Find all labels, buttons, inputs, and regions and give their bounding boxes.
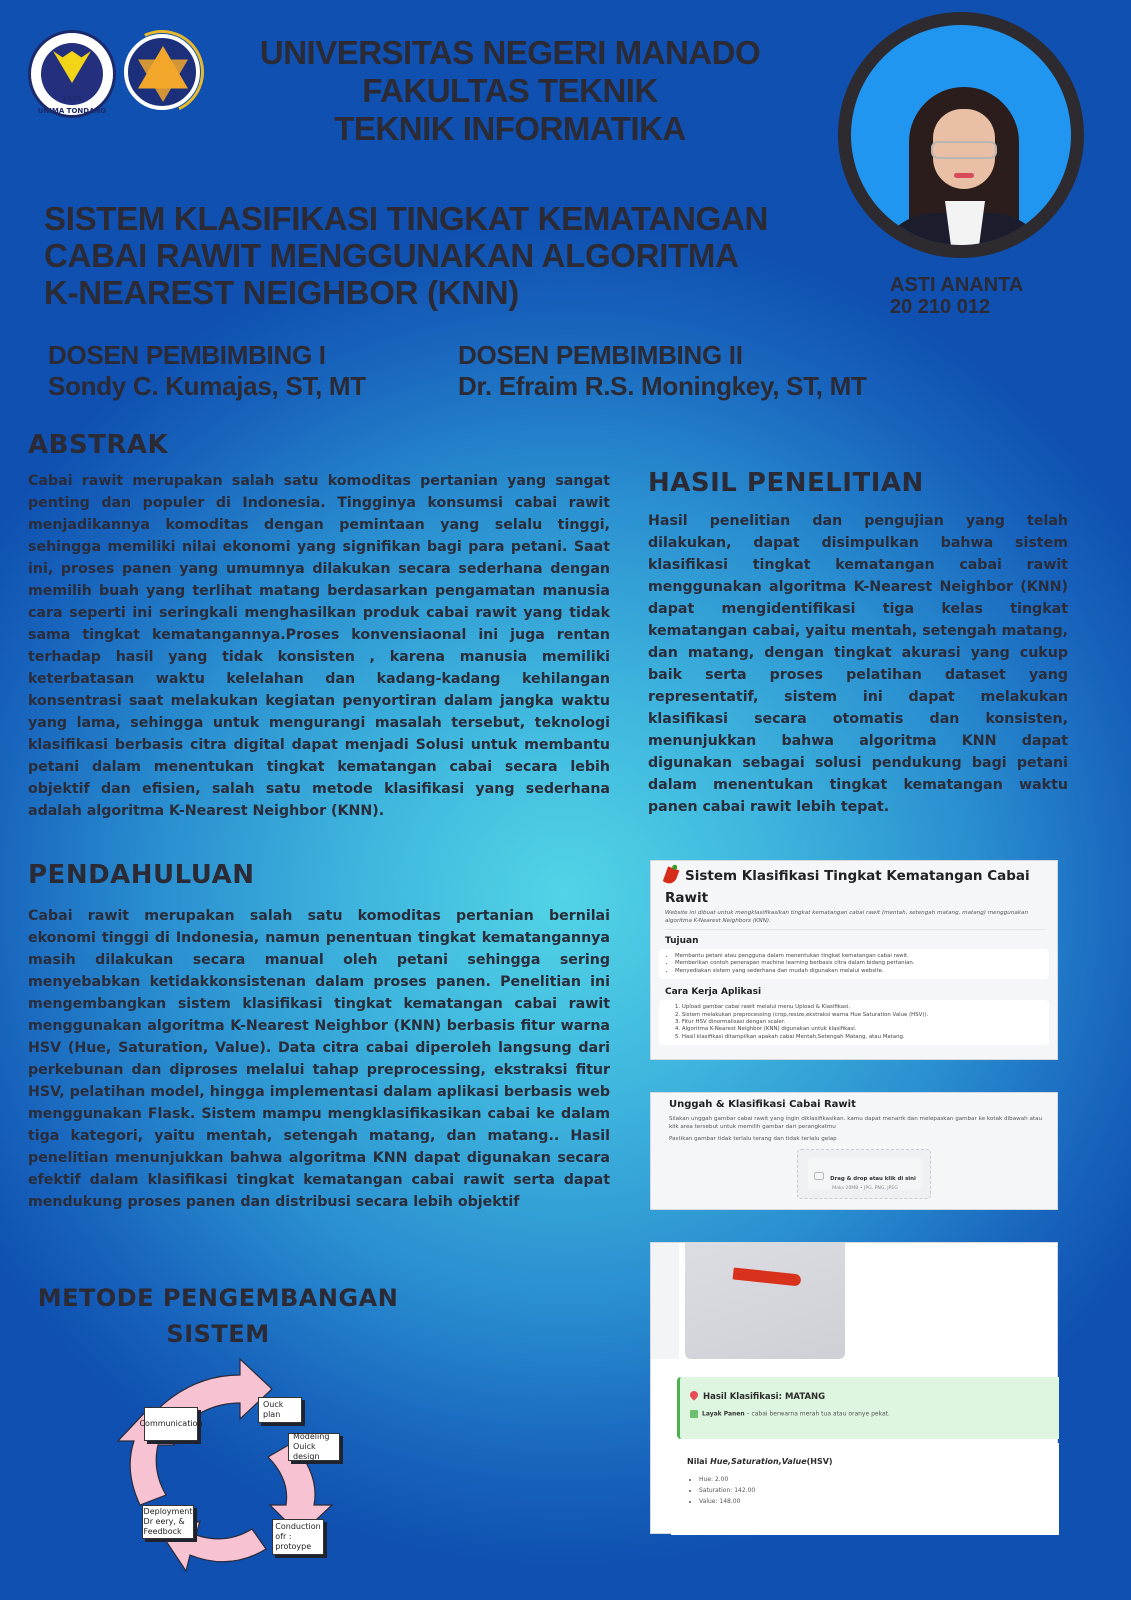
chili-icon — [663, 866, 680, 885]
unima-logo — [28, 30, 116, 118]
app-home-intro: Website ini dibuat untuk mengklasifikasikan tingkat kematangan cabai rawit (mentah, setengah matang, matang) menggunakan algoritma K-Nearest Neighbors (KNN). — [665, 909, 1045, 930]
cara-kerja-item: 3. Fitur HSV dinormalisasi dengan scaler. — [675, 1019, 786, 1026]
app-screenshot-home — [650, 860, 1058, 1060]
step-modeling: Modeling Ouick design — [288, 1433, 340, 1461]
cara-kerja-list — [659, 1000, 1049, 1045]
pendahuluan-text: Cabai rawit merupakan salah satu komoditas pertanian bernilai ekonomi tinggi di Indonesia, namun penentuan tingkat kematangannya masih dilakukan secara manual oleh petani sehingga sering menyebabkan ketidakkonsistenan dalam proses panen. Penelitian ini mengembangkan sistem klasifikasi tingkat kematangan cabai rawit menggunakan algoritma K-Nearest Neighbor (KNN) berbasis fitur warna HSV (Hue, Saturation, Value). Data citra cabai diperoleh langsung dari perkebunan dan diproses melalui tahap preprocessing, ekstraksi fitur HSV, pelatihan model, hingga implementasi dalam aplikasi berbasis web menggunakan Flask. Sistem mampu mengklasifikasikan cabai ke dalam tiga kategori, yaitu mentah, setengah matang, dan matang.. Hasil penelitian menunjukkan bahwa algoritma KNN dapat digunakan secara efektif dalam klasifikasi tingkat kematangan cabai rawit serta dapat mendukung proses panen dan distribusi secara lebih objektif — [28, 908, 610, 1210]
result-status-bold: Layak Panen — [702, 1410, 745, 1418]
app-home-title-row — [665, 865, 1045, 909]
student-name: ASTI ANANTA — [890, 274, 1024, 296]
hsv-heading-suffix: (HSV) — [806, 1457, 833, 1466]
hsv-heading — [687, 1457, 1059, 1466]
result-label: Hasil Klasifikasi: — [703, 1392, 782, 1402]
university-header — [200, 34, 820, 148]
cara-kerja-item: 1. Upload gambar cabai rawit melalui menu Upload & Klasifikasi. — [675, 1004, 851, 1011]
student-photo-frame — [838, 12, 1084, 258]
student-info — [890, 274, 1023, 318]
fakultas-teknik-logo — [124, 34, 200, 110]
pendahuluan-heading: PENDAHULUAN — [28, 860, 255, 890]
app-home-header — [651, 861, 1057, 930]
upload-icon — [814, 1172, 824, 1180]
metode-heading — [28, 1280, 408, 1352]
faculty-name: FAKULTAS TEKNIK — [362, 72, 658, 109]
title-line: SISTEM KLASIFIKASI TINGKAT KEMATANGAN — [44, 200, 769, 237]
title-line: CABAI RAWIT MENGGUNAKAN ALGORITMA — [44, 237, 739, 274]
student-nim: 20 210 012 — [890, 296, 991, 318]
metode-heading-line: METODE PENGEMBANGAN — [37, 1284, 399, 1312]
result-status-text: – cabai berwarna merah tua atau oranye pekat. — [744, 1410, 890, 1418]
advisor-name: Sondy C. Kumajas, ST, MT — [48, 371, 366, 401]
step-quick-plan: Ouck plan — [258, 1397, 302, 1423]
dropzone-label: Drag & drop atau klik di sini — [830, 1176, 916, 1182]
upload-instruction: Silakan unggah gambar cabai rawit yang ingin diklasifikasikan. kamu dapat menarik dan melepaskan gambar ke kotak dibawah atau klik area tersebut untuk memilih gambar dari perangkatmu — [669, 1116, 1043, 1130]
poster-title — [44, 200, 834, 311]
hasil-heading: HASIL PENELITIAN — [648, 468, 924, 498]
dropzone-hint: Maks 20MB • JPG, PNG, JPEG — [832, 1186, 898, 1191]
prototyping-cycle-diagram — [100, 1345, 360, 1575]
app-screenshot-result — [650, 1242, 1058, 1534]
step-communication: Communication — [144, 1407, 198, 1441]
university-name: UNIVERSITAS NEGERI MANADO — [259, 34, 761, 71]
upload-title: Unggah & Klasifikasi Cabai Rawit — [669, 1099, 856, 1110]
advisor-1 — [48, 340, 366, 402]
hsv-item-value: • Value: 148.00 — [699, 1496, 1059, 1507]
hsv-heading-italic: Hue,Saturation,Value — [710, 1457, 807, 1466]
checkbox-icon — [690, 1410, 698, 1418]
tujuan-item: • Memberikan contoh penerapan machine learning berbasis citra dalam bidang pertanian. — [675, 960, 1041, 967]
cara-kerja-item: 5. Hasil klasifikasi ditampilkan apakah cabai Mentah,Setengah Matang, atau Matang. — [675, 1033, 905, 1040]
cara-kerja-item: 2. Sistem melakukan preprocessing (crop,resize,ekstraksi warna Hue Saturation Value (HSV)). — [675, 1011, 929, 1018]
hsv-values-card — [671, 1443, 1059, 1535]
app-screenshot-upload — [650, 1092, 1058, 1210]
title-line: K-NEAREST NEIGHBOR (KNN) — [44, 274, 519, 311]
hasil-text: Hasil penelitian dan pengujian yang telah dilakukan, dapat disimpulkan bahwa sistem klasifikasi tingkat kematangan cabai rawit menggunakan algoritma K-Nearest Neighbor (KNN) dapat mengidentifikasi tiga kelas tingkat kematangan cabai, yaitu mentah, setengah matang, dan matang, dengan tingkat akurasi yang cukup baik serta proses pelatihan dataset yang representatif, sistem ini dapat melakukan klasifikasi secara otomatis dan konsisten, menunjukkan bahwa algoritma KNN dapat digunakan sebagai solusi pendukung bagi petani dalam menentukan tingkat kematangan waktu panen cabai rawit lebih tepat. — [648, 513, 1068, 815]
hsv-heading-prefix: Nilai — [687, 1457, 711, 1466]
glasses-icon — [931, 141, 997, 159]
unima-logo-year: 1955 — [62, 95, 82, 103]
abstrak-text: Cabai rawit merupakan salah satu komoditas pertanian yang sangat penting dan populer di Indonesia. Tingginya konsumsi cabai rawit menjadikannya komoditas dengan pemintaan yang selalu tinggi, sehingga memiliki nilai ekonomi yang signifikan bagi para petani. Saat ini, proses panen yang umumnya dilakukan secara sederhana dengan memilih buah yang terlihat matang berdasarkan pengamatan manusia cara seperti ini seringkali menghasilkan produk cabai rawit yang tidak sama tingkat kematangannya.Proses konvensiaonal ini juga rentan terhadap hasil yang tidak konsisten , karena manusia memiliki keterbatasan waktu kelelahan dan kadang-kadang kehilangan konsentrasi saat melakukan kegiatan penyortiran dalam jangka waktu yang lama, sehingga untuk mengurangi masalah tersebut, teknologi klasifikasi berbasis citra digital dapat menjadi Solusi untuk membantu petani dalam menentukan tingkat kematangan cabai secara lebih objektif dan efisien, salah satu metode klasifikasi yang sederhana adalah algoritma K-Nearest Neighbor (KNN). — [28, 473, 610, 819]
upload-note: Pastikan gambar tidak terlalu terang dan tidak terlalu gelap — [669, 1136, 837, 1142]
classification-result — [677, 1377, 1059, 1439]
pin-icon — [688, 1389, 699, 1400]
tujuan-list — [659, 949, 1049, 979]
result-value: MATANG — [784, 1392, 826, 1402]
step-deployment: Deployment Dr eery, & Feedbock — [142, 1505, 194, 1539]
hsv-item-saturation: • Saturation: 142.00 — [699, 1485, 1059, 1496]
tujuan-item: • Membantu petani atau pengguna dalam menentukan tingkat kematangan cabai rawit. — [675, 953, 1041, 960]
upload-dropzone-inner[interactable] — [808, 1158, 922, 1190]
uploaded-chili-image — [685, 1243, 845, 1359]
result-status-row — [690, 1410, 1059, 1418]
metode-heading-line: SISTEM — [166, 1320, 270, 1348]
cara-kerja-item: 4. Algoritma K-Nearest Neighbor (KNN) digunakan untuk klasifikasi. — [675, 1026, 857, 1033]
app-home-title: Sistem Klasifikasi Tingkat Kematangan Cabai Rawit — [665, 868, 1030, 906]
cara-kerja-heading: Cara Kerja Aplikasi — [665, 987, 762, 998]
department-name: TEKNIK INFORMATIKA — [334, 110, 686, 147]
advisor-role: DOSEN PEMBIMBING I — [48, 340, 326, 370]
hsv-list — [699, 1474, 1059, 1507]
tujuan-item: • Menyediakan sistem yang sederhana dan mudah digunakan melalui website. — [675, 968, 1041, 975]
step-construction: Conduction ofr : protoype — [272, 1519, 324, 1555]
abstrak-heading: ABSTRAK — [28, 430, 169, 460]
advisor-2 — [458, 340, 867, 402]
result-label-row — [690, 1391, 1059, 1402]
unima-logo-bottom-text: UNIMA TONDANO — [37, 107, 107, 115]
hsv-item-hue: • Hue: 2.00 — [699, 1474, 1059, 1485]
advisor-role: DOSEN PEMBIMBING II — [458, 340, 743, 370]
advisor-name: Dr. Efraim R.S. Moningkey, ST, MT — [458, 371, 867, 401]
student-photo — [851, 25, 1071, 245]
tujuan-heading: Tujuan — [665, 936, 699, 946]
upload-dropzone[interactable] — [797, 1149, 931, 1199]
red-chili-icon — [733, 1267, 802, 1286]
